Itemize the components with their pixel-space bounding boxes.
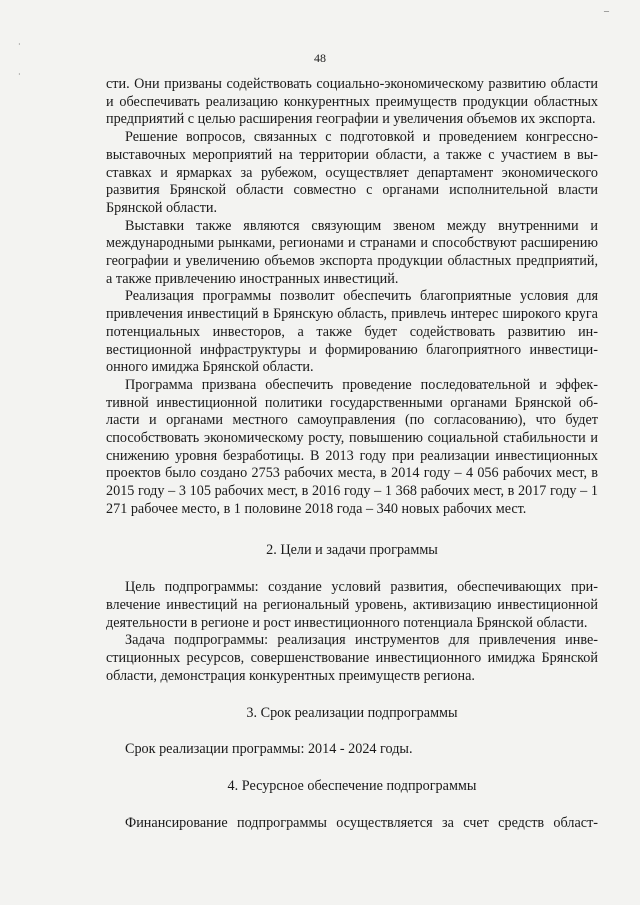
task-paragraph: Задача подпрограммы: реализация инструментов для привлечения инвестиционных ресурсов, совершенствование инвестиционного имиджа Брянской области, демонстрация конкурентных преимуществ региона. [106, 632, 598, 684]
paragraph: Реализация программы позволит обеспечить благоприятные условия для привлечения инвестиций в Брянскую область, привлечь интерес широкого круга потенциальных инвесторов, а также будет содействовать развитию инвестиционной инфраструктуры и формированию благоприятного инвестиционного имиджа Брянской области. [106, 288, 598, 376]
document-body [106, 76, 598, 832]
page-number: 48 [314, 51, 326, 65]
paragraph: Программа призвана обеспечить проведение последовательной и эффективной инвестиционной политики государственными органами Брянской области и органами местного самоуправления (по согласованию), что будет способствовать экономическому росту, повышению социальной стабильности и снижению уровня безработицы. В 2013 году при реализации инвестиционных проектов было создано 2753 рабочих места, в 2014 году – 4 056 рабочих мест, в 2015 году – 3 105 рабочих мест, в 2016 году – 1 368 рабочих мест, в 2017 году – 1 271 рабочее место, в 1 половине 2018 года – 340 новых рабочих мест. [106, 376, 598, 517]
term-paragraph: Срок реализации программы: 2014 - 2024 годы. [125, 741, 413, 758]
section-heading-resources: 4. Ресурсное обеспечение подпрограммы [227, 777, 477, 794]
paragraph: сти. Они призваны содействовать социально-экономическому развитию области и обеспечивать реализацию конкурентных преимуществ продукции областных предприятий с целью расширения географии и увеличения объемов их экспорта. [106, 76, 598, 128]
section-heading-term: 3. Срок реализации подпрограммы [246, 704, 458, 721]
margin-mark: · [18, 40, 21, 49]
margin-mark: · [18, 70, 21, 79]
paragraph: Решение вопросов, связанных с подготовкой и проведением конгрессно-выставочных мероприятий на территории области, а также с участием в выставках и ярмарках за рубежом, осуществляет департамент экономического развития Брянской области совместно с органами исполнительной власти Брянской области. [106, 129, 598, 216]
paragraph: Выставки также являются связующим звеном между внутренними и международными рынками, регионами и странами и способствуют расширению географии и увеличению объемов экспорта продукции областных предприятий, а также привлечению иностранных инвестиций. [106, 217, 598, 287]
resources-paragraph: Финансирование подпрограммы осуществляется за счет средств област- [125, 814, 598, 831]
margin-mark: ‒ [604, 6, 609, 17]
goal-paragraph: Цель подпрограммы: создание условий развития, обеспечивающих привлечение инвестиций на региональный уровень, активизацию инвестиционной деятельности в регионе и рост инвестиционного потенциала Брянской области. [106, 579, 598, 631]
section-heading-goals: 2. Цели и задачи программы [266, 541, 438, 558]
